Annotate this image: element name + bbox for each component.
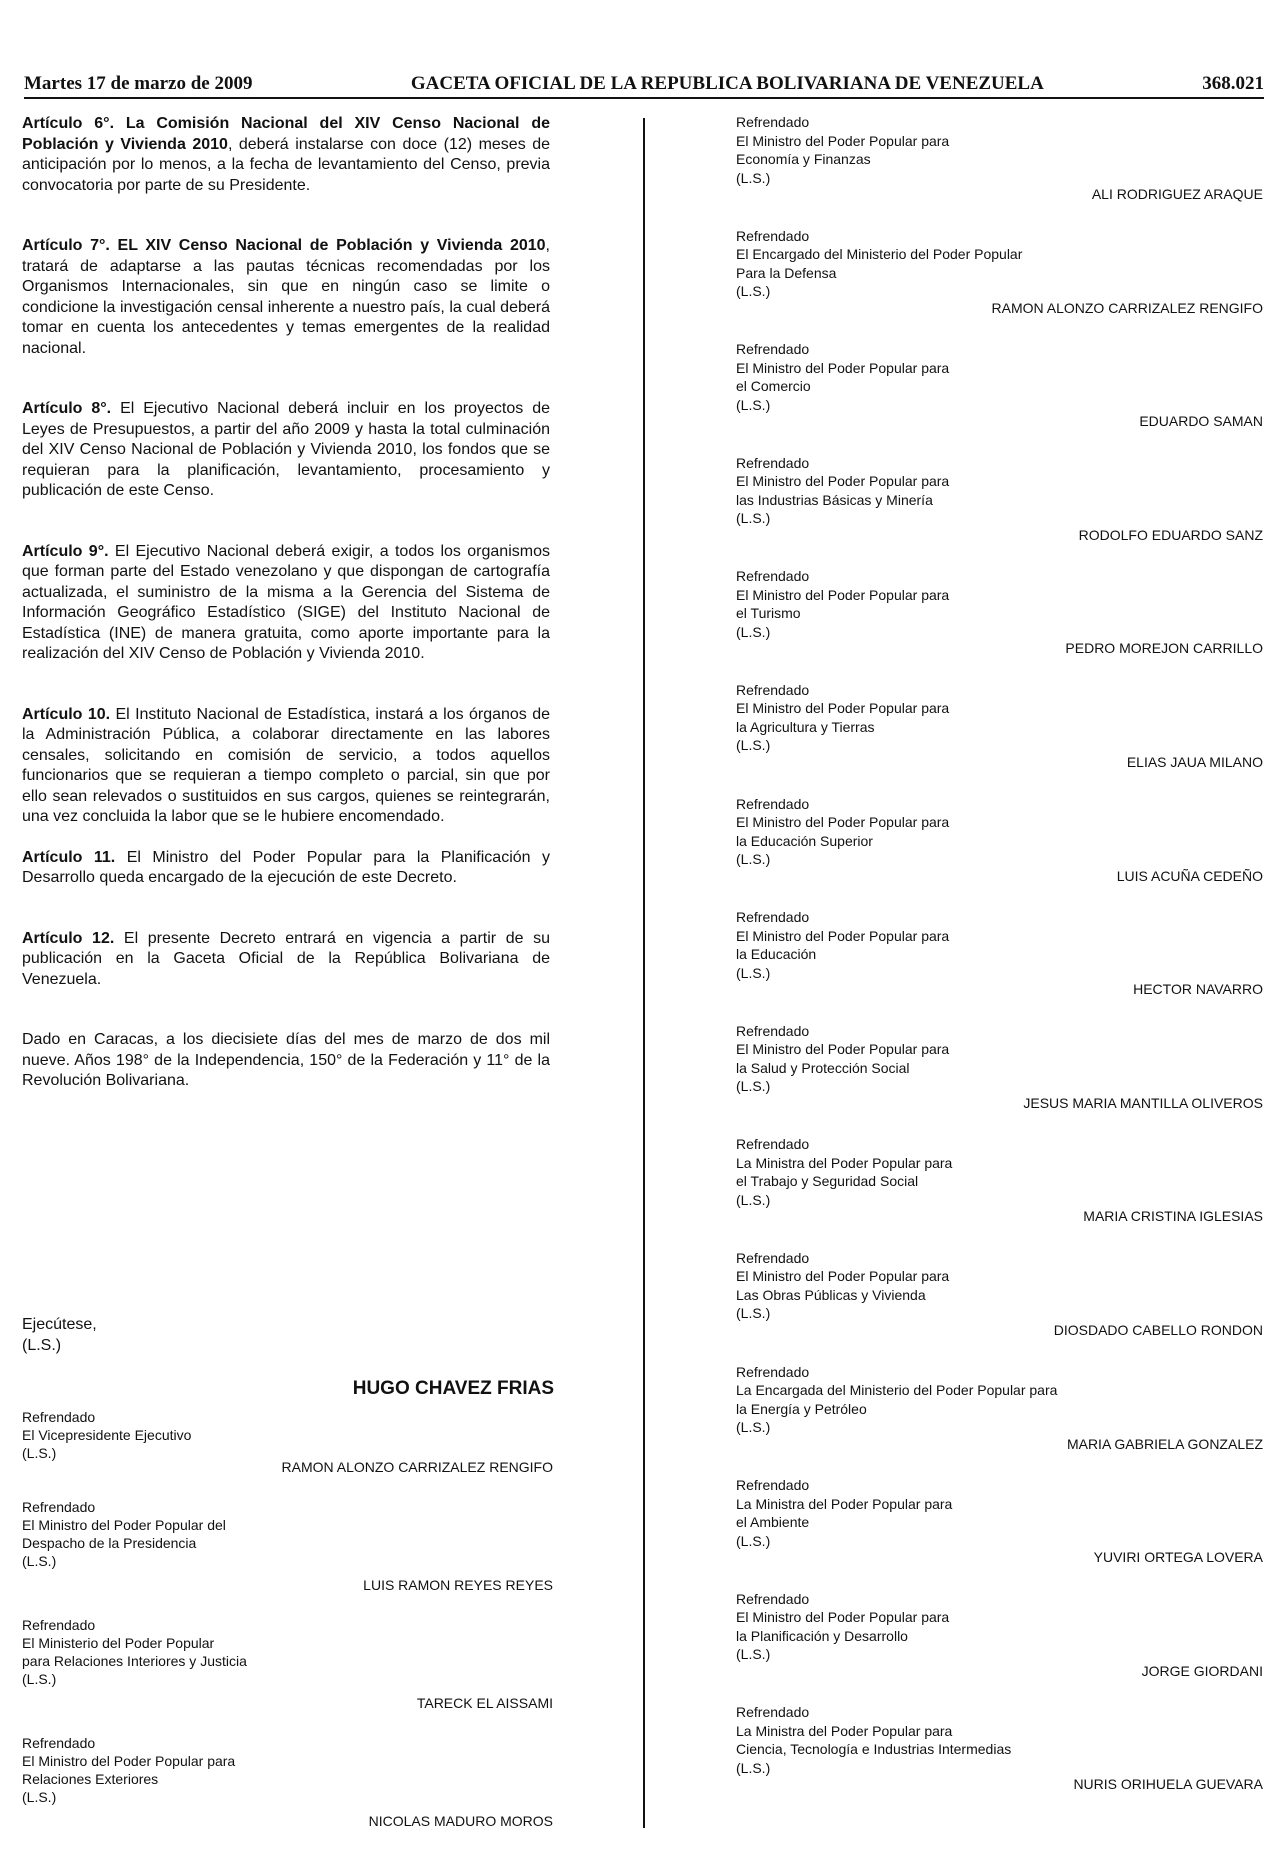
refrendado-block xyxy=(736,1590,1263,1704)
ref-line: El Ministro del Poder Popular para xyxy=(736,814,950,831)
article-label: Artículo 11. xyxy=(22,848,116,866)
signatory-name: MARIA GABRIELA GONZALEZ xyxy=(1066,1435,1263,1452)
refrendado-block xyxy=(736,113,1263,227)
article-text: El Ejecutivo Nacional deberá incluir en los proyectos de Leyes de Presupuestos, a partir del año 2009 y hasta la total culminación del XIV Censo Nacional de Población y Vivienda 2010, los fondos que se requieran para la planificación, levantamiento, procesamiento y publicación de este Censo. xyxy=(22,400,550,499)
ref-line: El Ministro del Poder Popular para xyxy=(736,1041,950,1058)
ref-line: El Ministro del Poder Popular para xyxy=(736,1609,950,1626)
article-label: Artículo 7°. EL XIV Censo Nacional de Población y Vivienda 2010 xyxy=(22,237,546,254)
ref-line: El Ministro del Poder Popular del xyxy=(22,1517,226,1533)
refrendado-block xyxy=(22,1734,553,1830)
header-rule xyxy=(24,97,1264,99)
ref-line: El Encargado del Ministerio del Poder Popular xyxy=(736,246,1023,263)
ref-line: Economía y Finanzas xyxy=(736,151,871,167)
ref-line: la Planificación y Desarrollo xyxy=(736,1627,908,1644)
ref-line: (L.S.) xyxy=(736,1191,771,1208)
article-label: Artículo 10. xyxy=(22,705,111,723)
ref-line: el Trabajo y Seguridad Social xyxy=(736,1173,919,1190)
refrendado-block xyxy=(22,1408,553,1476)
article-text: , tratará de adaptarse a las pautas técnicas recomendadas por los Organismos Internacionales, sin que en ningún caso se limite o condicione la investigación censal inherente a nuestro país, la cual deberá tomar en cuenta los antecedentes y temas emergentes de la realidad nacional. xyxy=(22,237,550,357)
ref-line: El Ministro del Poder Popular para xyxy=(736,586,950,603)
signatory-name: JESUS MARIA MANTILLA OLIVEROS xyxy=(1023,1094,1263,1111)
left-column xyxy=(22,114,550,1092)
ref-line: la Educación Superior xyxy=(736,832,873,849)
ref-line: (L.S.) xyxy=(736,169,771,186)
ref-line: (L.S.) xyxy=(736,1419,771,1436)
ref-line: Refrendado xyxy=(736,114,810,130)
ref-line: El Ministro del Poder Popular para xyxy=(22,1753,236,1769)
ref-line: Relaciones Exteriores xyxy=(22,1771,159,1787)
ref-line: las Industrias Básicas y Minería xyxy=(736,491,933,508)
article-text: , deberá instalarse con doce (12) meses de anticipación por lo menos, a la fecha de levantamiento del Censo, previa convocatoria por parte de su Presidente. xyxy=(22,135,550,194)
ref-line: (L.S.) xyxy=(736,510,771,527)
ref-line: la Salud y Protección Social xyxy=(736,1059,910,1076)
ref-line: El Ministro del Poder Popular para xyxy=(736,132,950,149)
article-8 xyxy=(22,399,550,502)
ref-line: (L.S.) xyxy=(736,1646,771,1663)
article-7 xyxy=(22,236,550,359)
refrendado-block xyxy=(736,1022,1263,1136)
refrendado-block xyxy=(736,1703,1263,1817)
ref-line: Refrendado xyxy=(736,681,810,698)
ref-line: Refrendado xyxy=(736,341,810,358)
refrendado-block xyxy=(736,795,1263,909)
ref-line: la Agricultura y Tierras xyxy=(736,718,875,735)
ref-line: Refrendado xyxy=(736,1477,810,1494)
ref-line: El Vicepresidente Ejecutivo xyxy=(22,1427,192,1443)
ref-line: La Ministra del Poder Popular para xyxy=(736,1495,953,1512)
right-column xyxy=(736,113,1263,1817)
ref-line: Refrendado xyxy=(736,454,810,471)
ref-line: La Ministra del Poder Popular para xyxy=(736,1722,953,1739)
ref-line: Refrendado xyxy=(22,1617,96,1633)
ref-line: (L.S.) xyxy=(736,1759,771,1776)
ref-line: Despacho de la Presidencia xyxy=(22,1535,197,1551)
ref-line: Refrendado xyxy=(736,1590,810,1607)
article-10 xyxy=(22,705,550,828)
ref-line: Ciencia, Tecnología e Industrias Intermedias xyxy=(736,1741,1012,1758)
ref-line: (L.S.) xyxy=(22,1671,57,1687)
article-9 xyxy=(22,542,550,665)
closing-paragraph: Dado en Caracas, a los diecisiete días del mes de marzo de dos mil nueve. Años 198° de la Independencia, 150° de la Federación y 11° de la Revolución Bolivariana. xyxy=(22,1031,550,1089)
ref-line: para Relaciones Interiores y Justicia xyxy=(22,1653,247,1669)
ref-line: Refrendado xyxy=(736,1363,810,1380)
article-text: El Ministro del Poder Popular para la Planificación y Desarrollo queda encargado de la ejecución de este Decreto. xyxy=(22,848,550,886)
ref-line: Refrendado xyxy=(736,1704,810,1721)
signatory-name: ALI RODRIGUEZ ARAQUE xyxy=(1091,186,1263,202)
column-divider xyxy=(643,118,645,1828)
signatory-name: RAMON ALONZO CARRIZALEZ RENGIFO xyxy=(991,299,1263,316)
ref-line: Refrendado xyxy=(736,795,810,812)
ref-line: el Ambiente xyxy=(736,1514,810,1531)
left-refrendados xyxy=(22,1408,553,1852)
ref-line: (L.S.) xyxy=(22,1445,57,1461)
header-date: Martes 17 de marzo de 2009 xyxy=(24,73,253,94)
article-label: Artículo 12. xyxy=(22,929,115,947)
signatory-name: RAMON ALONZO CARRIZALEZ RENGIFO xyxy=(281,1459,553,1475)
signatory-name: NURIS ORIHUELA GUEVARA xyxy=(1073,1776,1263,1793)
ref-line: el Turismo xyxy=(736,605,801,622)
ls-seal-text: (L.S.) xyxy=(22,1336,62,1354)
refrendado-block xyxy=(736,681,1263,795)
article-text: El presente Decreto entrará en vigencia a partir de su publicación en la Gaceta Oficial de la República Bolivariana de Venezuela. xyxy=(22,929,550,988)
signatory-name: YUVIRI ORTEGA LOVERA xyxy=(1093,1549,1263,1566)
signatory-name: NICOLAS MADURO MOROS xyxy=(368,1813,553,1829)
header-title: GACETA OFICIAL DE LA REPUBLICA BOLIVARIANA DE VENEZUELA xyxy=(410,73,1044,94)
signatory-name: TARECK EL AISSAMI xyxy=(416,1695,553,1711)
signatory-name: RODOLFO EDUARDO SANZ xyxy=(1078,526,1263,543)
ref-line: El Ministro del Poder Popular para xyxy=(736,473,950,490)
ejecutese-text: Ejecútese, xyxy=(22,1316,97,1333)
refrendado-block xyxy=(736,340,1263,454)
refrendado-block xyxy=(736,227,1263,341)
signatory-name: JORGE GIORDANI xyxy=(1141,1662,1263,1679)
refrendado-block xyxy=(736,567,1263,681)
ref-line: Refrendado xyxy=(22,1735,96,1751)
article-12 xyxy=(22,929,550,991)
refrendado-block xyxy=(22,1498,553,1594)
ref-line: Para la Defensa xyxy=(736,264,837,281)
ref-line: (L.S.) xyxy=(22,1553,57,1569)
ref-line: Las Obras Públicas y Vivienda xyxy=(736,1286,926,1303)
ejecutese-block xyxy=(22,1315,97,1356)
signatory-name: EDUARDO SAMAN xyxy=(1139,413,1263,430)
ref-line: (L.S.) xyxy=(736,283,771,300)
ref-line: (L.S.) xyxy=(736,1305,771,1322)
ref-line: Refrendado xyxy=(22,1409,96,1425)
ref-line: (L.S.) xyxy=(736,623,771,640)
signatory-name: ELIAS JAUA MILANO xyxy=(1126,753,1263,770)
article-6 xyxy=(22,114,550,196)
signatory-name: DIOSDADO CABELLO RONDON xyxy=(1053,1321,1263,1338)
refrendado-block xyxy=(22,1616,553,1712)
ref-line: Refrendado xyxy=(736,1136,810,1153)
article-label: Artículo 6°. La Comisión Nacional del XIV Censo Nacional de Población y Vivienda 2010 xyxy=(22,115,550,153)
ref-line: Refrendado xyxy=(736,1249,810,1266)
ref-line: El Ministro del Poder Popular para xyxy=(736,359,950,376)
page-header xyxy=(24,73,1264,95)
ref-line: Refrendado xyxy=(736,909,810,926)
signatory-name: LUIS RAMON REYES REYES xyxy=(363,1577,553,1593)
ref-line: El Ministro del Poder Popular para xyxy=(736,927,950,944)
article-11 xyxy=(22,848,550,889)
article-label: Artículo 8°. xyxy=(22,400,112,417)
ref-line: (L.S.) xyxy=(22,1789,57,1805)
ref-line: la Educación xyxy=(736,946,817,963)
ref-line: El Ministro del Poder Popular para xyxy=(736,700,950,717)
signatory-name: MARIA CRISTINA IGLESIAS xyxy=(1083,1208,1263,1225)
article-text: El Instituto Nacional de Estadística, instará a los órganos de la Administración Pública, a colaborar directamente en las labores censales, solicitando en comisión de servicio, a todos aquellos funcionarios que se requieran a tiempo completo o parcial, sin que por ello sean relevados o sustituidos en sus cargos, quienes se reintegrarán, una vez concluida la labor que se le hubiere encomendado. xyxy=(22,705,550,825)
ref-line: El Ministro del Poder Popular para xyxy=(736,1268,950,1285)
ref-line: Refrendado xyxy=(736,227,810,244)
ref-line: (L.S.) xyxy=(736,396,771,413)
ref-line: (L.S.) xyxy=(736,964,771,981)
refrendado-block xyxy=(736,1249,1263,1363)
signatory-name: LUIS ACUÑA CEDEÑO xyxy=(1116,867,1263,884)
ref-line: la Energía y Petróleo xyxy=(736,1400,867,1417)
refrendado-block xyxy=(736,454,1263,568)
ref-line: el Comercio xyxy=(736,378,811,395)
ref-line: (L.S.) xyxy=(736,851,771,868)
signatory-name: HECTOR NAVARRO xyxy=(1133,981,1263,998)
ref-line: El Ministerio del Poder Popular xyxy=(22,1635,215,1651)
article-text: El Ejecutivo Nacional deberá exigir, a todos los organismos que forman parte del Estado venezolano y que dispongan de cartografía actualizada, el suministro de la misma a la Gerencia del Sistema de Información Geográfico Estadístico (SIGE) del Instituto Nacional de Estadística (INE) de manera gratuita, como aporte importante para la realización del XIV Censo de Población y Vivienda 2010. xyxy=(22,542,550,662)
ref-line: (L.S.) xyxy=(736,1078,771,1095)
refrendado-block xyxy=(736,1476,1263,1590)
article-label: Artículo 9°. xyxy=(22,542,109,560)
ref-line: Refrendado xyxy=(22,1499,96,1515)
ref-line: Refrendado xyxy=(736,568,810,585)
refrendado-block xyxy=(736,908,1263,1022)
ref-line: (L.S.) xyxy=(736,737,771,754)
ref-line: Refrendado xyxy=(736,1022,810,1039)
ref-line: La Encargada del Ministerio del Poder Popular para xyxy=(736,1382,1058,1399)
refrendado-block xyxy=(736,1363,1263,1477)
signatory-name: PEDRO MOREJON CARRILLO xyxy=(1065,640,1263,657)
header-page-number: 368.021 xyxy=(1202,73,1264,94)
ref-line: (L.S.) xyxy=(736,1532,771,1549)
president-signature: HUGO CHAVEZ FRIAS xyxy=(352,1378,554,1399)
refrendado-block xyxy=(736,1135,1263,1249)
ref-line: La Ministra del Poder Popular para xyxy=(736,1154,953,1171)
